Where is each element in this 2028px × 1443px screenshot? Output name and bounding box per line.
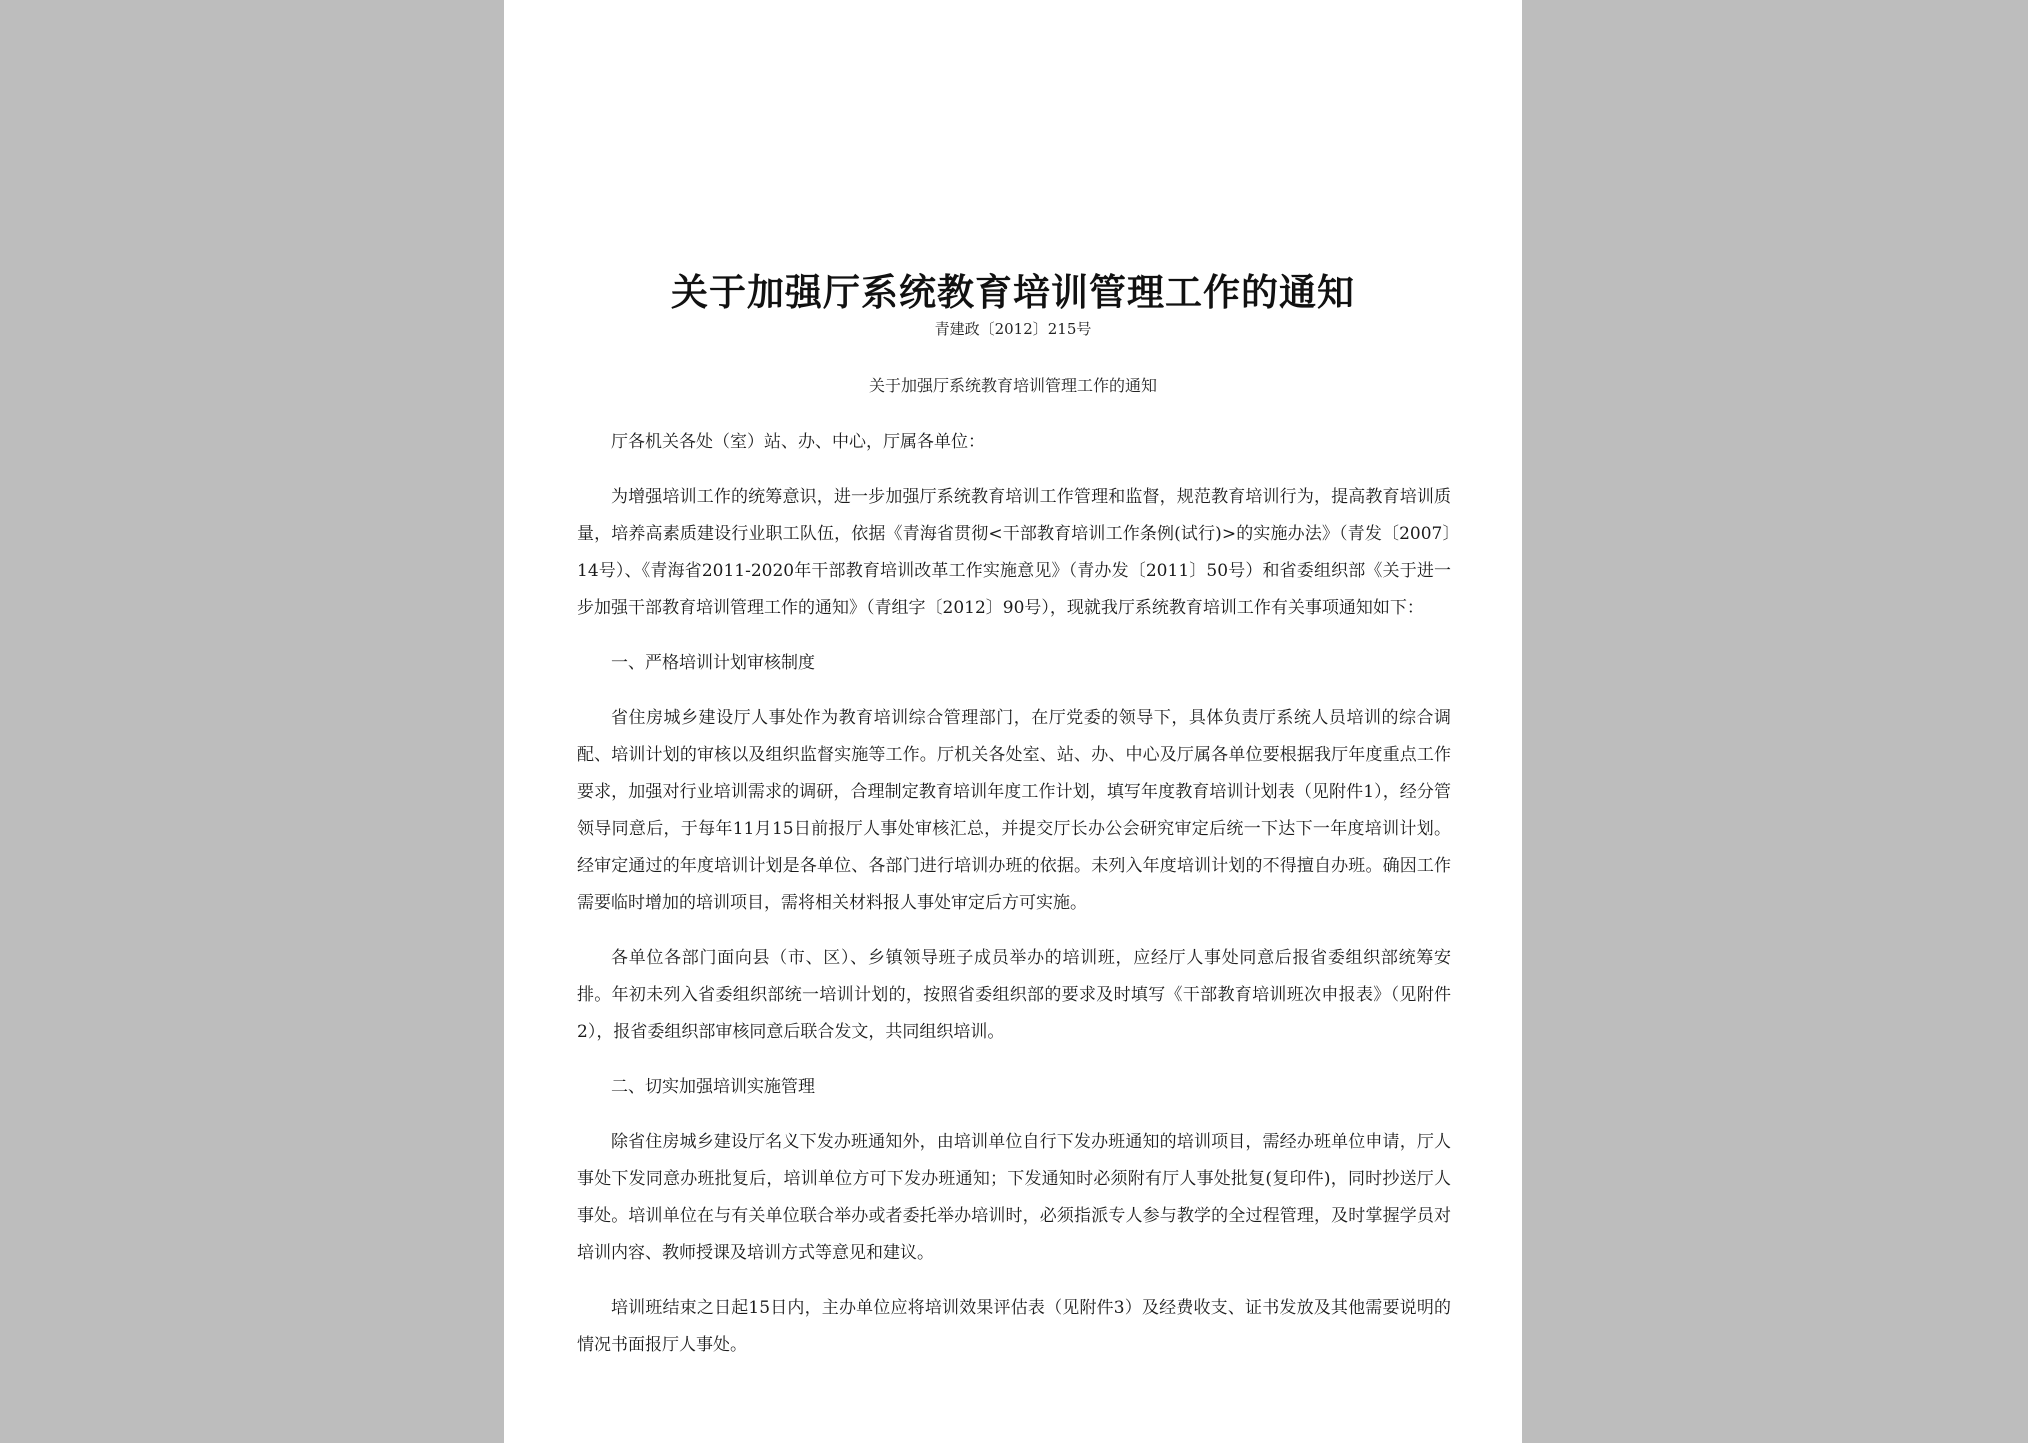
- section-heading-1: 一、严格培训计划审核制度: [611, 653, 815, 673]
- paragraph-implementation: 除省住房城乡建设厅名义下发办班通知外，由培训单位自行下发办班通知的培训项目，需经办班单位申请，厅人事处下发同意办班批复后，培训单位方可下发办班通知；下发通知时必须附有厅人事处批复(复印件)，同时抄送厅人事处。培训单位在与有关单位联合举办或者委托举办培训时，必须指派专人参与教学的全过程管理，及时掌握学员对培训内容、教师授课及培训方式等意见和建议。: [577, 1132, 1451, 1263]
- paragraph-county-training: 各单位各部门面向县（市、区）、乡镇领导班子成员举办的培训班，应经厅人事处同意后报省委组织部统筹安排。年初未列入省委组织部统一培训计划的，按照省委组织部的要求及时填写《干部教育培训班次申报表》（见附件2），报省委组织部审核同意后联合发文，共同组织培训。: [577, 948, 1451, 1042]
- document-page: [504, 0, 1522, 1443]
- document-number: 青建政〔2012〕215号: [934, 320, 1092, 338]
- document-title: 关于加强厅系统教育培训管理工作的通知: [671, 270, 1355, 314]
- paragraph-evaluation: 培训班结束之日起15日内，主办单位应将培训效果评估表（见附件3）及经费收支、证书发放及其他需要说明的情况书面报厅人事处。: [577, 1298, 1451, 1355]
- paragraph-intro: 为增强培训工作的统筹意识，进一步加强厅系统教育培训工作管理和监督，规范教育培训行为，提高教育培训质量，培养高素质建设行业职工队伍，依据《青海省贯彻<干部教育培训工作条例(试行)>的实施办法》（青发〔2007〕14号）、《青海省2011-2020年干部教育培训改革工作实施意见》（青办发〔2011〕50号）和省委组织部《关于进一步加强干部教育培训管理工作的通知》（青组字〔2012〕90号），现就我厅系统教育培训工作有关事项通知如下：: [577, 487, 1451, 618]
- section-heading-2: 二、切实加强培训实施管理: [611, 1077, 815, 1097]
- paragraph-plan-review: 省住房城乡建设厅人事处作为教育培训综合管理部门，在厅党委的领导下，具体负责厅系统人员培训的综合调配、培训计划的审核以及组织监督实施等工作。厅机关各处室、站、办、中心及厅属各单位要根据我厅年度重点工作要求，加强对行业培训需求的调研，合理制定教育培训年度工作计划，填写年度教育培训计划表（见附件1），经分管领导同意后，于每年11月15日前报厅人事处审核汇总，并提交厅长办公会研究审定后统一下达下一年度培训计划。经审定通过的年度培训计划是各单位、各部门进行培训办班的依据。未列入年度培训计划的不得擅自办班。确因工作需要临时增加的培训项目，需将相关材料报人事处审定后方可实施。: [577, 708, 1451, 913]
- salutation: 厅各机关各处（室）站、办、中心，厅属各单位：: [611, 432, 985, 452]
- document-body: [577, 424, 1451, 1382]
- document-subtitle: 关于加强厅系统教育培训管理工作的通知: [868, 376, 1157, 395]
